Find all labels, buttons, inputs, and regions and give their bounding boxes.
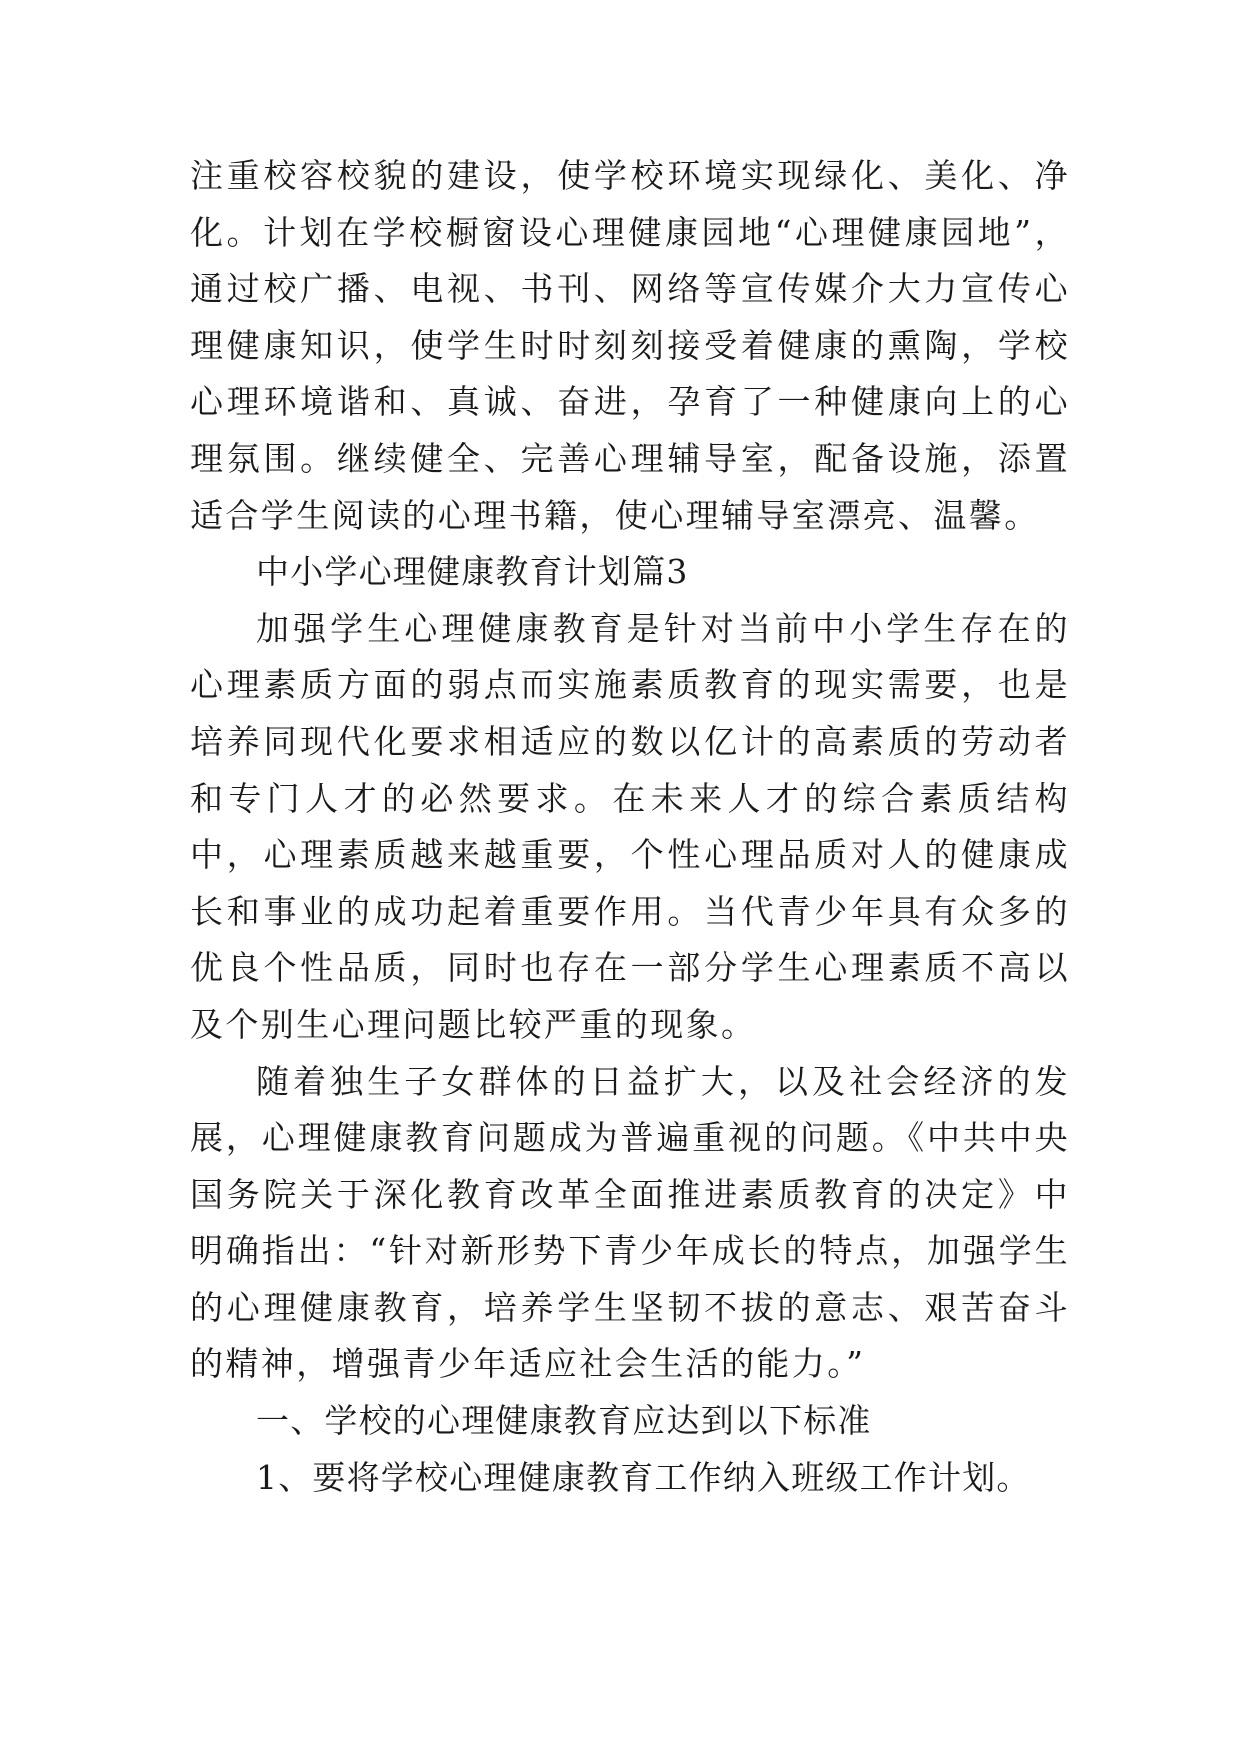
paragraph-body: 加强学生心理健康教育是针对当前中小学生存在的心理素质方面的弱点而实施素质教育的现实需要，也是培养同现代化要求相适应的数以亿计的高素质的劳动者和专门人才的必然要求。在未来人才的综合素质结构中，心理素质越来越重要，个性心理品质对人的健康成长和事业的成功起着重要作用。当代青少年具有众多的优良个性品质，同时也存在一部分学生心理素质不高以及个别生心理问题比较严重的现象。 — [190, 608, 1070, 1044]
section-heading: 中小学心理健康教育计划篇3 — [256, 552, 689, 592]
document-body — [190, 148, 1070, 1506]
paragraph-body: 随着独生子女群体的日益扩大，以及社会经济的发展，心理健康教育问题成为普遍重视的问题。《中共中央国务院关于深化教育改革全面推进素质教育的决定》中明确指出：“针对新形势下青少年成长的特点，加强学生的心理健康教育，培养学生坚韧不拔的意志、艰苦奋斗的精神，增强青少年适应社会生活的能力。” — [190, 1061, 1070, 1384]
section-heading: 一、学校的心理健康教育应达到以下标准 — [256, 1401, 872, 1441]
paragraph-continuation: 注重校容校貌的建设，使学校环境实现绿化、美化、净化。计划在学校橱窗设心理健康园地“心理健康园地”，通过校广播、电视、书刊、网络等宣传媒介大力宣传心理健康知识，使学生时时刻刻接受着健康的熏陶，学校心理环境谐和、真诚、奋进，孕育了一种健康向上的心理氛围。继续健全、完善心理辅导室，配备设施，添置适合学生阅读的心理书籍，使心理辅导室漂亮、温馨。 — [190, 156, 1070, 535]
list-item: 1、要将学校心理健康教育工作纳入班级工作计划。 — [256, 1457, 1031, 1497]
